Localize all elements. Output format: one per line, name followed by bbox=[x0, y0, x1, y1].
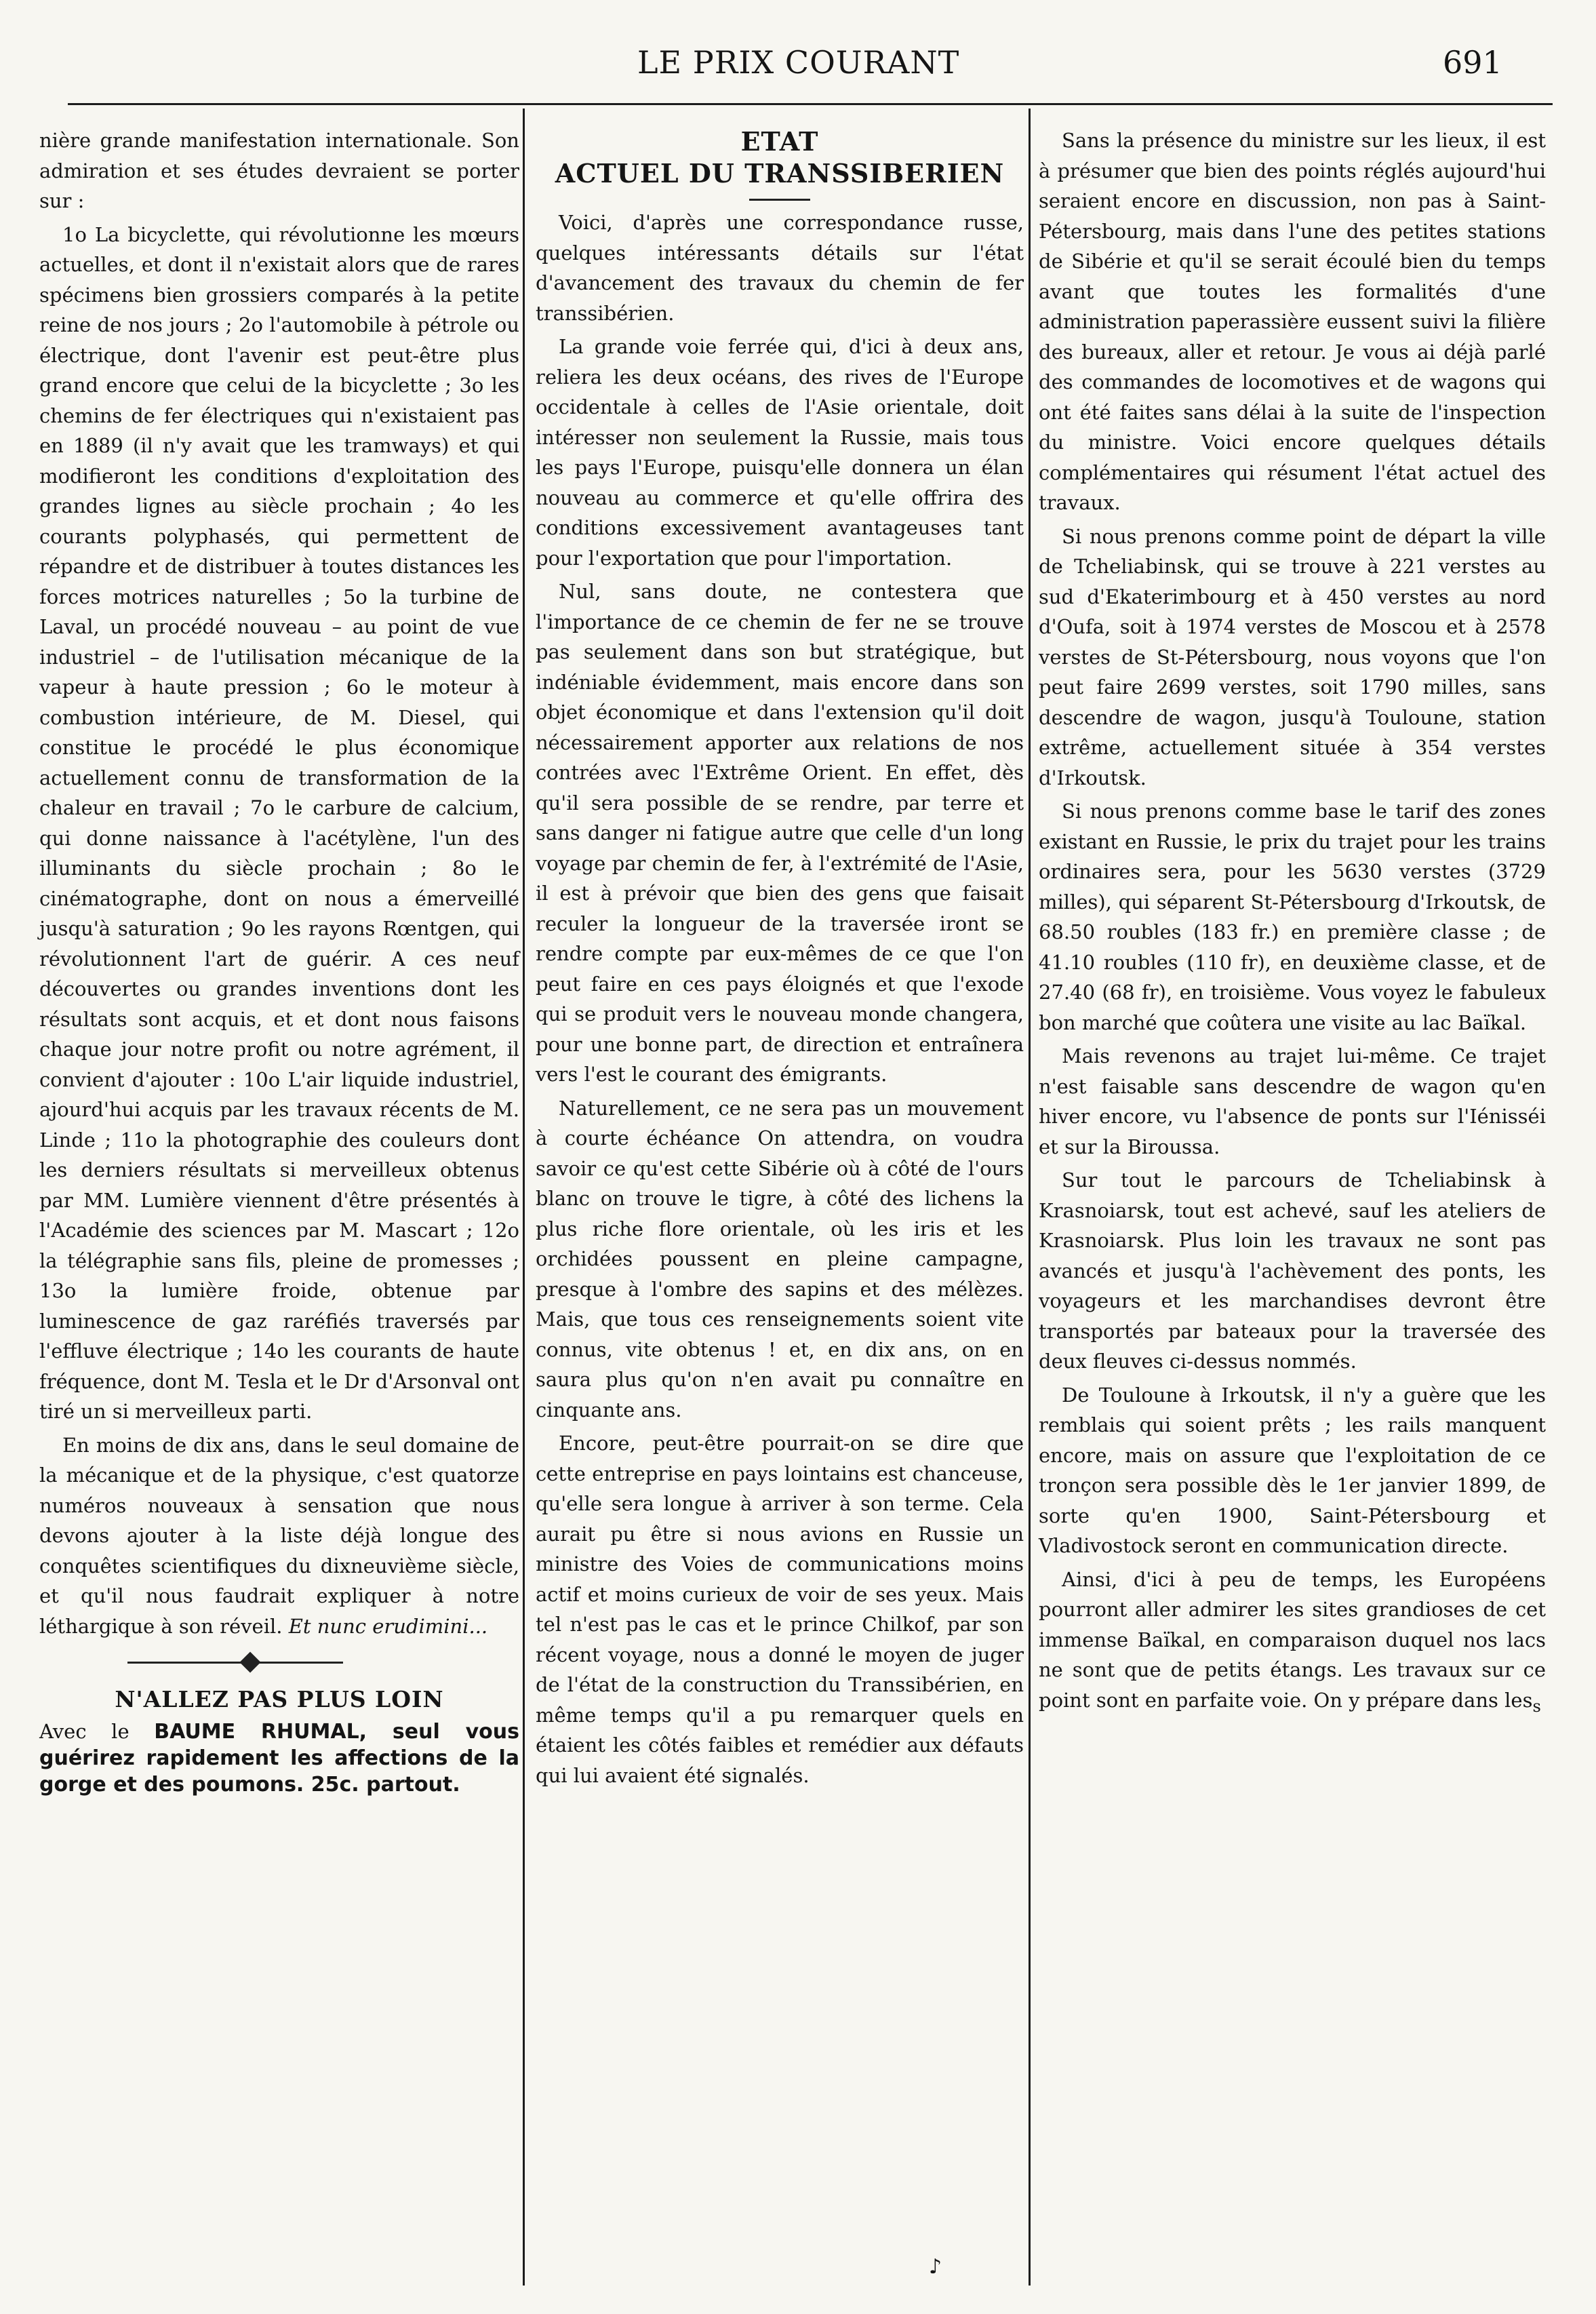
paragraph-text: En moins de dix ans, dans le seul domaine de la mécanique et de la physique, c'est quatorze numéros nouveaux à sensation que nous devons ajouter à la liste déjà longue des conquêtes scientifiques du dixneuvième siècle, et qu'il nous faudrait expliquer à notre léthargique à son réveil. bbox=[39, 1433, 519, 1638]
paragraph: Sur tout le parcours de Tcheliabinsk à Krasnoiarsk, tout est achevé, sauf les ateliers de Krasnoiarsk. Plus loin les travaux ne sont pas avancés et jusqu'à l'achèvement des ponts, les voyageurs et les marchandises devront être transportés par bateaux pour la traversée des deux fleuves ci-dessus nommés. bbox=[1039, 1169, 1546, 1373]
ad-product: BAUME RHUMAL, seul bbox=[154, 1720, 440, 1744]
paragraph: Encore, peut-être pourrait-on se dire que cette entreprise en pays lointains est chanceuse, qu'elle sera longue à arriver à son terme. Cela aurait pu être si nous avions en Russie un ministre des Voies de communications moins actif et moins curieux de voir de ses yeux. Mais tel n'est pas le cas et le prince Chilkof, par son récent voyage, nous a donné le moyen de juger de l'état de la construction du Transsibérien, en même temps qu'il a pu remarquer quels en étaient les côtés faibles et remédier aux défauts qui lui avaient été signalés. bbox=[536, 1432, 1024, 1787]
page-number: 691 bbox=[1443, 44, 1502, 81]
column-rule-right bbox=[1029, 109, 1031, 2286]
paragraph: Si nous prenons comme point de départ la ville de Tcheliabinsk, qui se trouve à 221 verstes au sud d'Ekaterimbourg et à 450 verstes au nord d'Oufa, soit à 1974 verstes de Moscou et à 2578 verstes de St-Pétersbourg, nous voyons que l'on peut faire 2699 verstes, soit 1790 milles, sans descendre de wagon, jusqu'à Touloune, station extrême, actuellement située à 354 verstes d'Irkoutsk. bbox=[1039, 524, 1546, 789]
closing-latin: Et nunc erudimini... bbox=[288, 1614, 488, 1638]
footer-mark: ♪ bbox=[929, 2255, 942, 2279]
ornament-divider bbox=[39, 1651, 519, 1674]
running-title: LE PRIX COURANT bbox=[637, 44, 960, 81]
paragraph: Mais revenons au trajet lui-même. Ce trajet n'est faisable sans descendre de wagon qu'en hiver encore, vu l'absence de ponts sur l'Iénisséi et sur la Biroussa. bbox=[1039, 1044, 1546, 1158]
paragraph bbox=[39, 1430, 519, 1642]
paragraph: 1o La bicyclette, qui révolutionne les mœurs actuelles, et dont il n'existait alors que de rares spécimens bien grossiers comparés à la petite reine de nos jours ; 2o l'automobile à pétrole ou électrique, dont l'avenir est peut-être plus grand encore que celui de la bicyclette ; 3o les chemins de fer électriques qui n'existaient pas en 1889 (il n'y avait que les tramways) et qui modifieront les conditions d'exploitation des grandes lignes au siècle prochain ; 4o les courants polyphasés, qui permettent de répandre et de distribuer à toutes distances les forces motrices naturelles ; 5o la turbine de Laval, un procédé nouveau – au point de vue industriel – de l'utilisation mécanique de la vapeur à haute pression ; 6o le moteur à combustion intérieure, de M. Diesel, qui constitue le procédé le plus économique actuellement connu de transformation de la chaleur en travail ; 7o le carbure de calcium, qui donne naissance à l'acétylène, l'un des illuminants du siècle prochain ; 8o le cinématographe, dont on nous a émerveillé jusqu'à saturation ; 9o les rayons Rœntgen, qui révolutionnent l'art de guérir. A ces neuf découvertes ou grandes inventions dont les résultats sont acquis, et et dont nous faisons chaque jour notre profit ou notre agrément, il convient d'ajouter : 10o L'air liquide industriel, ajourd'hui acquis par les travaux récents de M. Linde ; 11o la photographie des couleurs dont les derniers résultats si merveilleux obtenus par MM. Lumière viennent d'être présentés à l'Académie des sciences par M. Mascart ; 12o la télégraphie sans fils, pleine de promesses ; 13o la lumière froide, obtenue par luminescence de gaz raréfiés traversés par l'effluve électrique ; 14o les courants de haute fréquence, dont M. Tesla et le Dr d'Arsonval ont tiré un si merveilleux parti. bbox=[39, 222, 519, 1423]
ad-heading: N'ALLEZ PAS PLUS LOIN bbox=[115, 1686, 444, 1712]
column-2 bbox=[536, 125, 1024, 1794]
paragraph bbox=[1039, 1565, 1546, 1721]
header-rule bbox=[68, 103, 1553, 105]
paragraph: Si nous prenons comme base le tarif des zones existant en Russie, le prix du trajet pour les trains ordinaires sera, pour les 5630 verstes (3729 milles), qui séparent St-Pétersbourg d'Irkoutsk, de 68.50 roubles (183 fr.) en première classe ; de 41.10 roubles (110 fr), en deuxième classe, et de 27.40 (68 fr), en troisième. Vous voyez le fabuleux bon marché que coûtera une visite au lac Baïkal. bbox=[1039, 800, 1546, 1034]
ad-body bbox=[39, 1719, 519, 1798]
paragraph: Sans la présence du ministre sur les lieux, il est à présumer que bien des points réglés aujourd'hui seraient encore en discussion, non pas à Saint-Pétersbourg, mais dans l'une des petites stations de Sibérie et qu'il se serait écoulé bien du temps avant que toutes les formalités d'une administration paperassière eussent suivi la filière des bureaux, aller et retour. Je vous ai déjà parlé des commandes de locomotives et de wagons qui ont été faites sans délai à la suite de l'inspection du ministre. Voici encore quelques détails complémentaires qui résument l'état actuel des travaux. bbox=[1039, 129, 1546, 514]
column-1 bbox=[39, 125, 519, 1798]
paragraph: nière grande manifestation internationale. Son admiration et ses études devraient se porter sur : bbox=[39, 129, 519, 212]
column-3 bbox=[1039, 125, 1546, 1725]
column-rule-left bbox=[523, 109, 525, 2286]
paragraph: Nul, sans doute, ne contestera que l'importance de ce chemin de fer ne se trouve pas seulement dans son but stratégique, but indéniable évidemment, mais encore dans son objet économique et dans l'extension qu'il doit nécessairement apporter aux relations de nos contrées avec l'Extrême Orient. En effet, dès qu'il sera possible de se rendre, par terre et sans danger ni fatigue autre que celle d'un long voyage par chemin de fer, à l'extrémité de l'Asie, il est à prévoir que bien des gens que faisait reculer la longueur de la traversée iront se rendre compte par eux-mêmes de ce que l'on peut faire en ces pays éloignés et que l'exode qui se produit vers le nouveau monde changera, pour une bonne part, de direction et entraînera vers l'est le courant des émigrants. bbox=[536, 580, 1024, 1086]
paragraph: Naturellement, ce ne sera pas un mouvement à courte échéance On attendra, on voudra savoir ce qu'est cette Sibérie où à côté de l'ours blanc on trouve le tigre, à côté des lichens la plus riche flore orientale, où les iris et les orchidées poussent en pleine campagne, presque à l'ombre des sapins et des mélèzes. Mais, que tous ces renseignements soient vite connus, vite obtenus ! et, en dix ans, on en saura plus qu'on n'en avait pu connaître en cinquante ans. bbox=[536, 1096, 1024, 1421]
ad-text: Avec le bbox=[39, 1720, 155, 1743]
article-title-line-2: ACTUEL DU TRANSSIBERIEN bbox=[555, 158, 1005, 189]
paragraph: La grande voie ferrée qui, d'ici à deux ans, reliera les deux océans, des rives de l'Europe occidentale à celles de l'Asie orientale, doit intéresser non seulement la Russie, mais tous les pays l'Europe, puisqu'elle donnera un élan nouveau au commerce et qu'elle offrira des conditions excessivement avantageuses tant pour l'exportation que pour l'importation. bbox=[536, 335, 1024, 570]
paragraph: De Touloune à Irkoutsk, il n'y a guère que les remblais qui soient prêts ; les rails manquent encore, mais on assure que l'exploitation de ce tronçon sera possible dès le 1er janvier 1899, de sorte qu'en 1900, Saint-Pétersbourg et Vladivostock seront en communication directe. bbox=[1039, 1383, 1546, 1557]
article-title-line-1: ETAT bbox=[740, 126, 819, 157]
paragraph: Voici, d'après une correspondance russe, quelques intéressants détails sur l'état d'avancement des travaux du chemin de fer transsibérien. bbox=[536, 211, 1024, 325]
paragraph-text: Ainsi, d'ici à peu de temps, les Européens pourront aller admirer les sites grandioses de cet immense Baïkal, en comparaison duquel nos lacs ne sont que de petits étangs. Les travaux sur ce point sont en parfaite voie. On y prépare dans les bbox=[1039, 1567, 1546, 1712]
ad-claim: vous guérirez rapidement les affections de la gorge et des poumons. 25c. partout. bbox=[39, 1720, 519, 1797]
ornament-line bbox=[127, 1662, 343, 1664]
diamond-icon bbox=[239, 1651, 260, 1672]
catchword: s bbox=[1532, 1696, 1541, 1716]
title-dash bbox=[749, 199, 810, 201]
